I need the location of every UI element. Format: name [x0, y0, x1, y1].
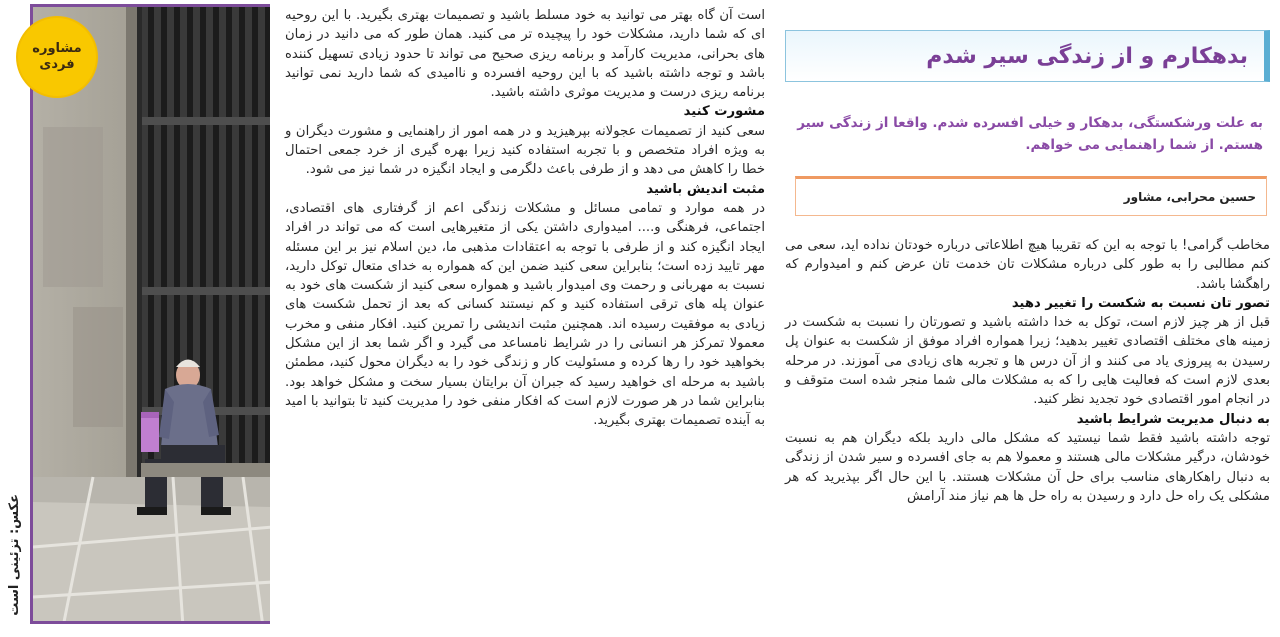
street-photo	[33, 7, 270, 624]
photo-credit	[0, 480, 28, 630]
article-title-box	[785, 30, 1270, 82]
right-paragraph: مخاطب گرامی! با توجه به این که تقریبا هیچ اطلاعاتی درباره خودتان نداده اید، سعی می کنم مطالبی را به طور کلی درباره مشکلات تان خدمت تان عرض کنم و امیدوارم که راهگشا باشد.	[785, 238, 1270, 292]
subheading-consult: مشورت کنید	[683, 104, 765, 120]
author-name: حسین محرابی، مشاور	[1123, 190, 1256, 204]
photo-frame	[30, 4, 270, 624]
subheading-management: به دنبال مدیریت شرایط باشید	[1076, 411, 1270, 427]
middle-paragraph: است آن گاه بهتر می توانید به خود مسلط باشید و تصمیمات بهتری بگیرید. با این روحیه ای که شما دارید، مشکلات خود را پیچیده تر می کنید. همان طور که می دانید در زمان های بحرانی، مدیریت کارآمد و برنامه ریزی صحیح می تواند تا حدود زیادی تسهیل کننده باشد و توجه داشته باشید که با این روحیه افسرده و ناامیدی که شما دارید نمی توانید برنامه ریزی درست و مدیریت موثری داشته باشید.	[285, 8, 765, 101]
middle-column	[285, 6, 765, 431]
consultation-badge	[18, 18, 96, 96]
subheading-positive: مثبت اندیش باشید	[646, 181, 765, 197]
right-paragraph: توجه داشته باشید فقط شما نیستید که مشکل مالی دارید بلکه دیگران هم به نسبت خودشان، درگیر مشکلات مالی هستند و معمولا هم به جای افسرده و سیر شدن از زندگی به دنبال راهکارهای مناسب برای حل آن مشکلات هستند. با این حال اگر بپذیرید که هر مشکلی یک راه حل دارد و رسیدن به راه حل ها هم نیاز مند آرامش	[785, 430, 1270, 504]
right-body	[785, 236, 1270, 506]
badge-line1: مشاوره	[32, 41, 82, 57]
photo-section	[0, 0, 275, 637]
right-paragraph: قبل از هر چیز لازم است، توکل به خدا داشته باشید و تصورتان را نسبت به شکست در زمینه های مختلف اقتصادی تغییر بدهید؛ زیرا همواره افراد موفق از شکست به عنوان پل رسیدن به پیروزی یاد می کنند و از آن درس ها و تجربه های زیادی می آموزند. در مرحله بعدی لازم است که فعالیت هایی را که به مشکلات مالی شما منجر شده است متوقف و در انجام امور اقتصادی خود تجدید نظر کنید.	[785, 315, 1270, 408]
middle-paragraph: سعی کنید از تصمیمات عجولانه بپرهیزید و در همه امور از راهنمایی و مشورت دیگران و به ویژه افراد متخصص و با تجربه استفاده کنید زیرا بهره گیری از خرد جمعی احتمال خطا را کاهش می دهد و از طرفی باعث دلگرمی و ایجاد انگیزه در شما نیز می شود.	[285, 123, 765, 178]
middle-paragraph: در همه موارد و تمامی مسائل و مشکلات زندگی اعم از گرفتاری های اقتصادی، اجتماعی، فرهنگی و.... امیدواری داشتن یکی از متغیرهایی است که می تواند در افراد ایجاد انگیزه کند و از طرفی با توجه به اعتقادات مذهبی ما، دین اسلام نیز بر این مسئله مهر تایید زده است؛ بنابراین سعی کنید ضمن این که همواره به خدای متعال توکل دارید، نسبت به مهربانی و رحمت وی امیدوار باشید و همواره سعی کنید از شکست های خود به عنوان پله های ترقی استفاده کنید و کم نیستند کسانی که بعد از تحمل شکست های زیادی به موفقیت رسیده اند. همچنین مثبت اندیشی را تمرین کنید. افکار منفی و مخرب معمولا تمرکز هر انسانی را در شرایط نامساعد می گیرد و اگر شما بعد از این مشکل بخواهید خود را رها کرده و مسئولیت کار و زندگی خود را به دیگران محول کنید، مطمئن باشید به مرحله ای خواهید رسید که جبران آن برایتان بسیار سخت و مشکل خواهد بود. بنابراین شما در هر صورت لازم است که افکار منفی خود را مدیریت کنید تا بتوانید با امید به آینده تصمیمات بهتری بگیرید.	[285, 200, 765, 429]
subheading-perception: تصور تان نسبت به شکست را تغییر دهید	[1011, 295, 1270, 311]
badge-line2: فردی	[39, 57, 75, 72]
photo-credit-text: عکس: تزئینی است	[6, 494, 22, 616]
article-title: بدهکارم و از زندگی سیر شدم	[926, 43, 1248, 69]
author-box	[795, 176, 1267, 216]
reader-question: به علت ورشکستگی، بدهکار و خیلی افسرده شدم. واقعا از زندگی سیر هستم. از شما راهنمایی می خواهم.	[797, 115, 1263, 153]
